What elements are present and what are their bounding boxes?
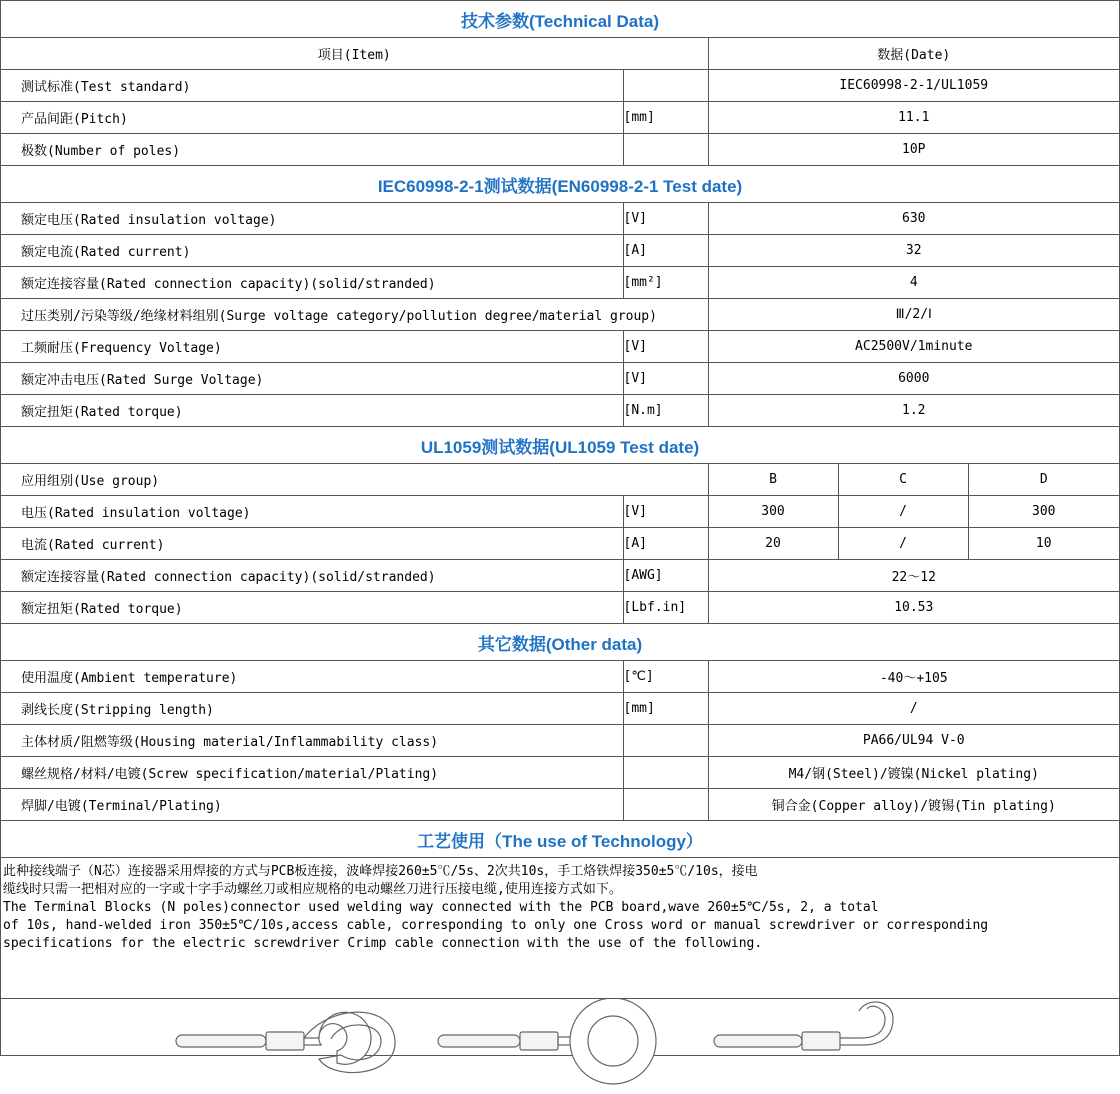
- table-row: [1, 331, 1119, 363]
- row-unit: [V]: [623, 363, 708, 395]
- row-unit: [mm]: [623, 693, 708, 725]
- row-label: 产品间距(Pitch): [1, 102, 623, 134]
- row-label: 剥线长度(Stripping length): [1, 693, 623, 725]
- table-row: [1, 134, 1119, 166]
- section-technical-data: [1, 1, 1119, 38]
- header-item: 项目(Item): [1, 38, 708, 70]
- usage-line: of 10s, hand-welded iron 350±5℃/10s,access cable, corresponding to only one Cross word or manual screwdriver or corresponding: [3, 917, 1117, 935]
- section-ul-test-data: [1, 427, 1119, 464]
- row-unit: [V]: [623, 331, 708, 363]
- table-row: [1, 102, 1119, 134]
- row-unit: [℃]: [623, 661, 708, 693]
- row-label: 焊脚/电镀(Terminal/Plating): [1, 789, 623, 821]
- section-title: 工艺使用（The use of Technology）: [1, 821, 1119, 858]
- row-value: AC2500V/1minute: [708, 331, 1119, 363]
- value-b: 20: [708, 528, 838, 560]
- row-value: 6000: [708, 363, 1119, 395]
- header-data: 数据(Date): [708, 38, 1119, 70]
- row-value: 铜合金(Copper alloy)/镀锡(Tin plating): [708, 789, 1119, 821]
- row-unit: [623, 725, 708, 757]
- value-b: 300: [708, 496, 838, 528]
- usage-paragraph: [1, 858, 1119, 999]
- table-row: [1, 693, 1119, 725]
- row-label: 电流(Rated current): [1, 528, 623, 560]
- row-label: 应用组别(Use group): [1, 464, 708, 496]
- terminal-illustrations: [1, 999, 1119, 1094]
- row-value: IEC60998-2-1/UL1059: [708, 70, 1119, 102]
- row-value: PA66/UL94 V-0: [708, 725, 1119, 757]
- row-label: 额定电流(Rated current): [1, 235, 623, 267]
- row-label: 过压类别/污染等级/绝缘材料组别(Surge voltage category/pollution degree/material group): [1, 299, 708, 331]
- row-value: 10.53: [708, 592, 1119, 624]
- table-row: [1, 203, 1119, 235]
- row-unit: [V]: [623, 496, 708, 528]
- row-value: 10P: [708, 134, 1119, 166]
- row-value: 4: [708, 267, 1119, 299]
- row-label: 额定连接容量(Rated connection capacity)(solid/stranded): [1, 560, 623, 592]
- row-value: 630: [708, 203, 1119, 235]
- row-unit: [623, 134, 708, 166]
- usage-line: The Terminal Blocks (N poles)connector used welding way connected with the PCB board,wave 260±5℃/5s, 2, a total: [3, 899, 1117, 917]
- section-iec-test-data: [1, 166, 1119, 203]
- group-d: D: [968, 464, 1119, 496]
- section-title: IEC60998-2-1测试数据(EN60998-2-1 Test date): [1, 166, 1119, 203]
- row-value: 11.1: [708, 102, 1119, 134]
- row-unit: [623, 789, 708, 821]
- row-label: 电压(Rated insulation voltage): [1, 496, 623, 528]
- table-row: [1, 725, 1119, 757]
- group-c: C: [838, 464, 968, 496]
- row-label: 额定连接容量(Rated connection capacity)(solid/stranded): [1, 267, 623, 299]
- table-row: [1, 363, 1119, 395]
- section-title: 技术参数(Technical Data): [1, 1, 1119, 38]
- row-value: 22～12: [708, 560, 1119, 592]
- row-unit: [mm]: [623, 102, 708, 134]
- row-label: 额定冲击电压(Rated Surge Voltage): [1, 363, 623, 395]
- usage-text-row: [1, 858, 1119, 999]
- row-unit: [A]: [623, 235, 708, 267]
- table-row: [1, 661, 1119, 693]
- table-row: [1, 299, 1119, 331]
- section-title: UL1059测试数据(UL1059 Test date): [1, 427, 1119, 464]
- row-label: 螺丝规格/材料/电镀(Screw specification/material/Plating): [1, 757, 623, 789]
- table-row: [1, 464, 1119, 496]
- usage-line: 此种接线端子（N芯）连接器采用焊接的方式与PCB板连接，波峰焊接260±5℃/5s、2次共10s，手工烙铁焊接350±5℃/10s，接电: [3, 863, 1117, 881]
- table-row: [1, 496, 1119, 528]
- table-row: [1, 235, 1119, 267]
- row-label: 额定扭矩(Rated torque): [1, 592, 623, 624]
- row-label: 测试标准(Test standard): [1, 70, 623, 102]
- section-usage: [1, 821, 1119, 858]
- table-row: [1, 528, 1119, 560]
- row-label: 额定电压(Rated insulation voltage): [1, 203, 623, 235]
- row-unit: [623, 70, 708, 102]
- value-d: 300: [968, 496, 1119, 528]
- row-label: 工频耐压(Frequency Voltage): [1, 331, 623, 363]
- row-value: /: [708, 693, 1119, 725]
- section-other-data: [1, 624, 1119, 661]
- row-label: 极数(Number of poles): [1, 134, 623, 166]
- group-b: B: [708, 464, 838, 496]
- table-row: [1, 757, 1119, 789]
- row-unit: [Lbf.in]: [623, 592, 708, 624]
- row-label: 主体材质/阻燃等级(Housing material/Inflammability class): [1, 725, 623, 757]
- row-label: 额定扭矩(Rated torque): [1, 395, 623, 427]
- usage-line: 缆线时只需一把相对应的一字或十字手动螺丝刀或相应规格的电动螺丝刀进行压接电缆,使用连接方式如下。: [3, 881, 1117, 899]
- hook-terminal-icon: [714, 1002, 893, 1050]
- row-value: 1.2: [708, 395, 1119, 427]
- row-value: 32: [708, 235, 1119, 267]
- row-unit: [N.m]: [623, 395, 708, 427]
- row-unit: [A]: [623, 528, 708, 560]
- section-title: 其它数据(Other data): [1, 624, 1119, 661]
- terminal-drawings: [1, 999, 1119, 1090]
- row-value: Ⅲ/2/Ⅰ: [708, 299, 1119, 331]
- row-unit: [mm²]: [623, 267, 708, 299]
- header-row: [1, 38, 1119, 70]
- fork-terminal-icon: [176, 1012, 395, 1072]
- table-row: [1, 560, 1119, 592]
- row-label: 使用温度(Ambient temperature): [1, 661, 623, 693]
- value-c: /: [838, 528, 968, 560]
- value-d: 10: [968, 528, 1119, 560]
- usage-line: specifications for the electric screwdriver Crimp cable connection with the use of the following.: [3, 935, 1117, 953]
- row-unit: [623, 757, 708, 789]
- ring-terminal-icon: [438, 999, 656, 1084]
- table-row: [1, 395, 1119, 427]
- table-row: [1, 70, 1119, 102]
- table-row: [1, 789, 1119, 821]
- table-row: [1, 592, 1119, 624]
- row-unit: [AWG]: [623, 560, 708, 592]
- row-unit: [V]: [623, 203, 708, 235]
- illustration-row: [1, 999, 1119, 1094]
- row-value: -40～+105: [708, 661, 1119, 693]
- row-value: M4/钢(Steel)/镀镍(Nickel plating): [708, 757, 1119, 789]
- spec-table: [1, 1, 1119, 1094]
- value-c: /: [838, 496, 968, 528]
- table-row: [1, 267, 1119, 299]
